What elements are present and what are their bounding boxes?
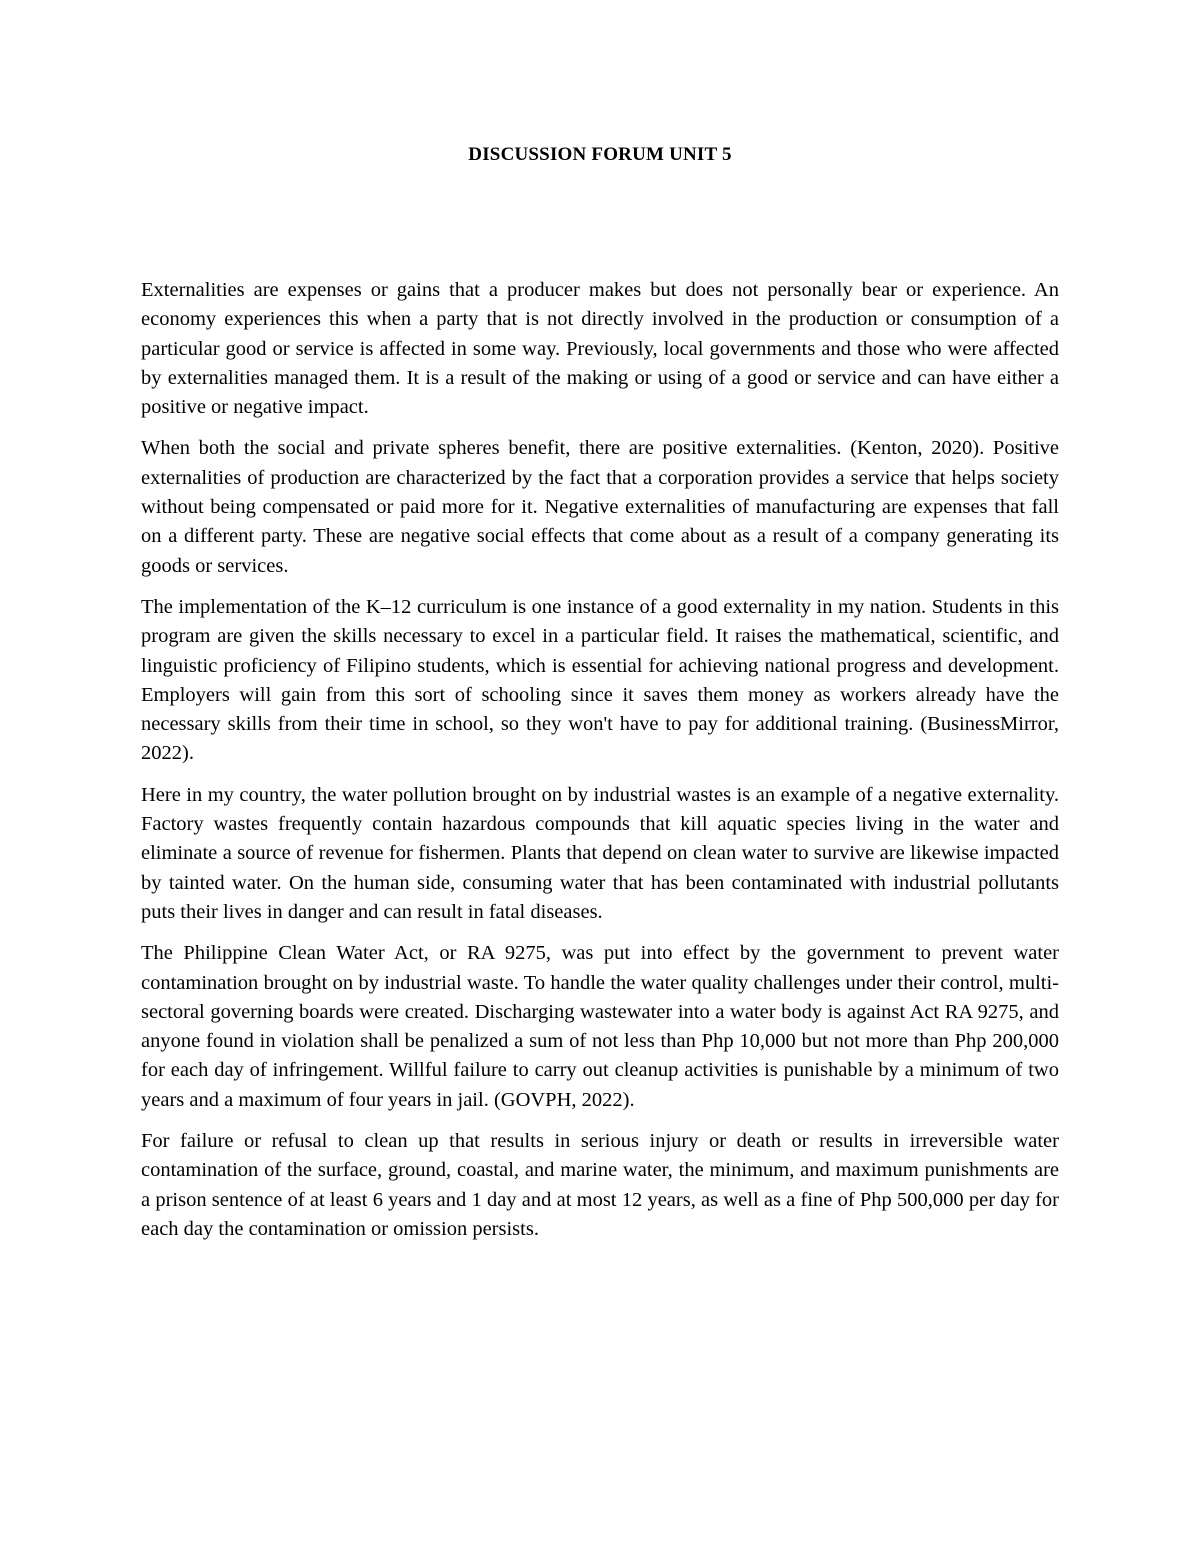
paragraph-water-pollution-example: Here in my country, the water pollution brought on by industrial wastes is an example of a negative externality. Factory wastes frequently contain hazardous compounds that kill aquatic species living in the water and eliminate a source of revenue for fishermen. Plants that depend on clean water to survive are likewise impacted by tainted water. On the human side, consuming water that has been contaminated with industrial pollutants puts their lives in danger and can result in fatal diseases. [141,783,1059,923]
paragraph-penalties: For failure or refusal to clean up that results in serious injury or death or results in irreversible water contamination of the surface, ground, coastal, and marine water, the minimum, and maximum punishments are a prison sentence of at least 6 years and 1 day and at most 12 years, as well as a fine of Php 500,000 per day for each day the contamination or omission persists. [141,1130,1059,1240]
paragraph-externalities-definition: Externalities are expenses or gains that a producer makes but does not personally bear or experience. An economy experiences this when a party that is not directly involved in the production or consumption of a particular good or service is affected in some way. Previously, local governments and those who were affected by externalities managed them. It is a result of the making or using of a good or service and can have either a positive or negative impact. [141,279,1059,419]
document-title: DISCUSSION FORUM UNIT 5 [468,144,732,165]
paragraph-clean-water-act: The Philippine Clean Water Act, or RA 9275, was put into effect by the government to prevent water contamination brought on by industrial waste. To handle the water quality challenges under their control, multi-sectoral governing boards were created. Discharging wastewater into a water body is against Act RA 9275, and anyone found in violation shall be penalized a sum of not less than Php 10,000 but not more than Php 200,000 for each day of infringement. Willful failure to carry out cleanup activities is punishable by a minimum of two years and a maximum of four years in jail. (GOVPH, 2022). [141,942,1059,1111]
document-body [141,276,1059,1256]
paragraph-k12-example: The implementation of the K–12 curriculum is one instance of a good externality in my nation. Students in this program are given the skills necessary to excel in a particular field. It raises the mathematical, scientific, and linguistic proficiency of Filipino students, which is essential for achieving national progress and development. Employers will gain from this sort of schooling since it saves them money as workers already have the necessary skills from their time in school, so they won't have to pay for additional training. (BusinessMirror, 2022). [141,595,1059,765]
paragraph-positive-negative-externalities: When both the social and private spheres benefit, there are positive externalities. (Kenton, 2020). Positive externalities of production are characterized by the fact that a corporation provides a service that helps society without being compensated or paid more for it. Negative externalities of manufacturing are expenses that fall on a different party. These are negative social effects that come about as a result of a company generating its goods or services. [141,437,1059,577]
